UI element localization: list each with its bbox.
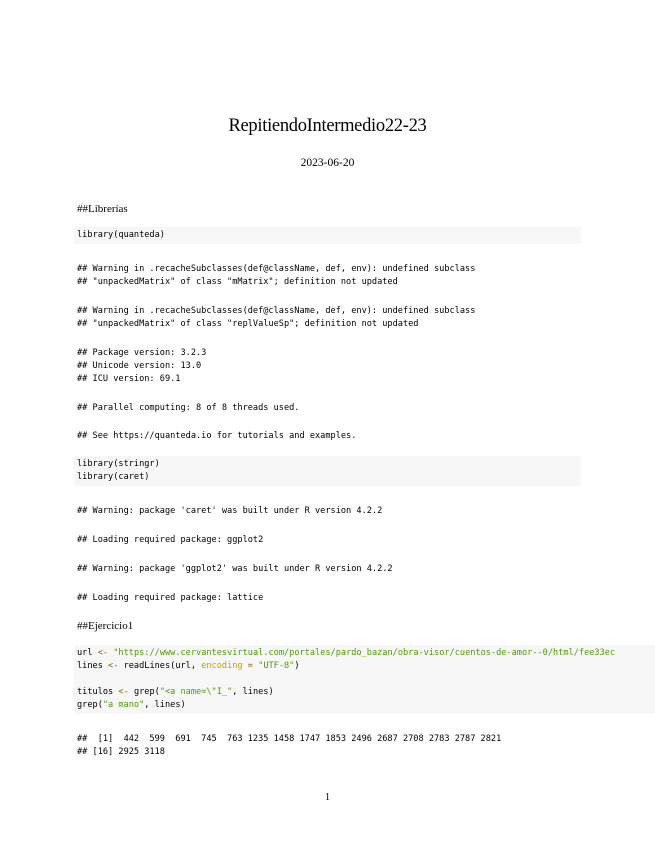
document-date: 2023-06-20 (300, 157, 355, 169)
output-loading-lattice: ## Loading required package: lattice (77, 593, 264, 603)
code-token: , lines) (144, 700, 186, 710)
output-line: ## [1] 442 599 691 745 763 1235 1458 1747 1853 2496 2687 2708 2783 2787 2821 (77, 734, 502, 744)
code-token: url (77, 648, 98, 658)
pattern-string: "a mano" (102, 700, 145, 710)
output-warning-replvaluesp (77, 305, 475, 331)
section-heading-librerias: ##Librerías (77, 203, 128, 215)
code-token: ) (294, 661, 300, 671)
output-line: ## Warning in .recacheSubclasses(def@className, def, env): undefined subclass (77, 306, 476, 316)
output-parallel: ## Parallel computing: 8 of 8 threads used. (77, 403, 300, 413)
code-line: library(caret) (77, 472, 150, 482)
output-loading-ggplot2: ## Loading required package: ggplot2 (77, 535, 264, 545)
output-line: ## "unpackedMatrix" of class "replValueSp"; definition not updated (77, 319, 419, 329)
output-line: ## [16] 2925 3118 (77, 747, 165, 757)
assign-operator: <- (118, 687, 129, 697)
code-line: library(quanteda) (77, 230, 165, 240)
page-number: 1 (324, 792, 331, 803)
code-chunk-stringr-caret (74, 456, 581, 486)
output-warn-ggplot2: ## Warning: package 'ggplot2' was built under R version 4.2.2 (77, 564, 393, 574)
document-title: RepitiendoIntermedio22-23 (228, 116, 427, 136)
output-line: ## Unicode version: 13.0 (77, 361, 202, 371)
output-grep-result (77, 733, 501, 759)
code-line: library(stringr) (77, 459, 160, 469)
output-line: ## Warning in .recacheSubclasses(def@className, def, env): undefined subclass (77, 264, 476, 274)
code-chunk-quanteda (74, 227, 581, 244)
code-token: grep( (77, 700, 103, 710)
output-versions (77, 347, 206, 386)
encoding-string: "UTF-8" (258, 661, 295, 671)
output-line: ## Package version: 3.2.3 (77, 348, 207, 358)
code-chunk-ejercicio1 (74, 645, 655, 714)
url-string: "https://www.cervantesvirtual.com/portales/pardo_bazan/obra-visor/cuentos-de-amor--0/html/fee33ec (113, 648, 616, 658)
section-heading-ejercicio1: ##Ejercicio1 (77, 620, 134, 632)
code-token: , lines) (232, 687, 274, 697)
code-token: lines (77, 661, 109, 671)
output-warn-caret: ## Warning: package 'caret' was built under R version 4.2.2 (77, 506, 383, 516)
encoding-arg: encoding (201, 661, 243, 671)
output-see-url: ## See https://quanteda.io for tutorials and examples. (77, 431, 357, 441)
code-token: readLines(url, (118, 661, 202, 671)
output-line: ## "unpackedMatrix" of class "mMatrix"; definition not updated (77, 277, 398, 287)
code-token: titulos (77, 687, 119, 697)
code-token: grep( (128, 687, 160, 697)
pattern-string: "<a name=\"I_" (159, 687, 233, 697)
output-line: ## ICU version: 69.1 (77, 374, 181, 384)
equals-operator: = (242, 661, 259, 671)
assign-operator: <- (97, 648, 109, 658)
output-warning-mmatrix (77, 263, 475, 289)
assign-operator: <- (108, 661, 119, 671)
